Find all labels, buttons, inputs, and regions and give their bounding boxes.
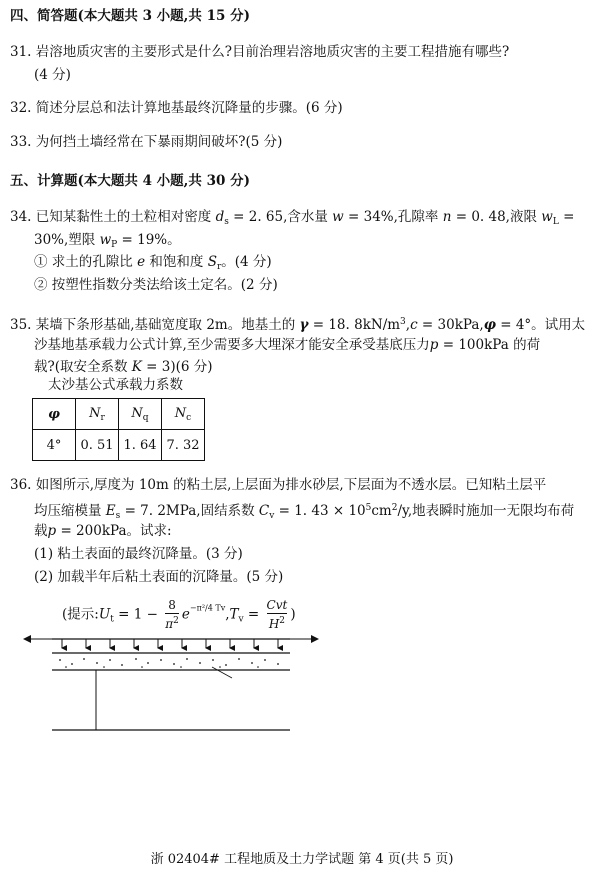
table-cell: 0. 51 xyxy=(76,430,119,461)
table-title: 太沙基公式承载力系数 xyxy=(48,377,183,393)
question-35-line3: 载?(取安全系数 K = 3)(6 分) xyxy=(34,359,213,375)
load-arrows xyxy=(62,639,278,648)
question-31-line2: (4 分) xyxy=(34,67,71,83)
table-cell: 4° xyxy=(33,430,76,461)
question-34-line2: 30%,塑限 $w_P = 19\%$。 xyxy=(34,232,181,250)
question-35-line2: 沙基地基承载力公式计算,至少需要多大埋深才能安全承受基底压力p = 100kPa 的荷 xyxy=(34,337,541,353)
question-32: 32. 简述分层总和法计算地基最终沉降量的步骤。(6 分) xyxy=(10,100,343,116)
table-header-cell: $N_r$ xyxy=(76,399,119,430)
table-row xyxy=(33,430,205,461)
page-footer: 浙 02404# 工程地质及土力学试题 第 4 页(共 5 页) xyxy=(150,852,454,867)
question-34-line1: 34. 已知某黏性土的土粒相对密度 $d_s = 2$. 65,含水量 w = 34%,孔隙率 n = 0. 48,液限 $w_L$ = xyxy=(10,209,575,227)
table-header-cell: $N_c$ xyxy=(162,399,205,430)
question-34-part2: ② 按塑性指数分类法给该土定名。(2 分) xyxy=(34,277,278,293)
table-header-cell: $N_q$ xyxy=(119,399,162,430)
question-36-line3: 载p = 200kPa。试求: xyxy=(34,523,172,539)
question-36-sub2: (2) 加载半年后粘土表面的沉降量。(5 分) xyxy=(34,569,284,585)
question-36-line1: 36. 如图所示,厚度为 10m 的粘土层,上层面为排水砂层,下层面为不透水层。已知粘土层平 xyxy=(10,477,547,493)
sand-dots xyxy=(59,658,279,668)
sand-leader-line xyxy=(212,667,232,678)
question-31-line1: 31. 岩溶地质灾害的主要形式是什么?目前治理岩溶地质灾害的主要工程措施有哪些? xyxy=(10,44,510,60)
table-cell: 1. 64 xyxy=(119,430,162,461)
table-header-row xyxy=(33,399,205,430)
figure-36 xyxy=(0,590,604,810)
question-36-sub1: (1) 粘土表面的最终沉降量。(3 分) xyxy=(34,546,243,562)
table-header-cell: φ xyxy=(33,399,76,430)
table-cell: 7. 32 xyxy=(162,430,205,461)
bearing-capacity-table xyxy=(32,398,205,461)
section4-header: 四、简答题(本大题共 3 小题,共 15 分) xyxy=(10,8,250,24)
section5-header: 五、计算题(本大题共 4 小题,共 30 分) xyxy=(10,173,250,189)
question-36-line2: 均压缩模量 $E_s = 7$. 2MPa,固结系数 $C_v = 1$. $43 \times 10^5cm^2/y$,地表瞬时施加一无限均布荷 xyxy=(34,503,575,521)
question-34-part1: ① 求土的孔隙比 e 和饱和度 $S_r$。(4 分) xyxy=(34,254,272,272)
hint-formula: (提示$:U_t = 1$ − $\frac{8}{\pi^2}$ $e^{-\pi^2/4 Tv},T_v$ = Cvt $H^2$ ) xyxy=(62,598,296,631)
fraction-cvt-over-h2: Cvt $H^2$ xyxy=(266,598,288,631)
question-35-line1: 35. 某墙下条形基础,基础宽度取 2m。地基土的 γ = 18. $8kN/m^3,c = 30kPa,\varphi = 4^\circ$。试用太 xyxy=(10,317,586,333)
fraction-8-over-pi2: $\frac{8}{\pi^2}$ xyxy=(165,598,179,631)
question-33: 33. 为何挡土墙经常在下暴雨期间破坏?(5 分) xyxy=(10,134,283,150)
